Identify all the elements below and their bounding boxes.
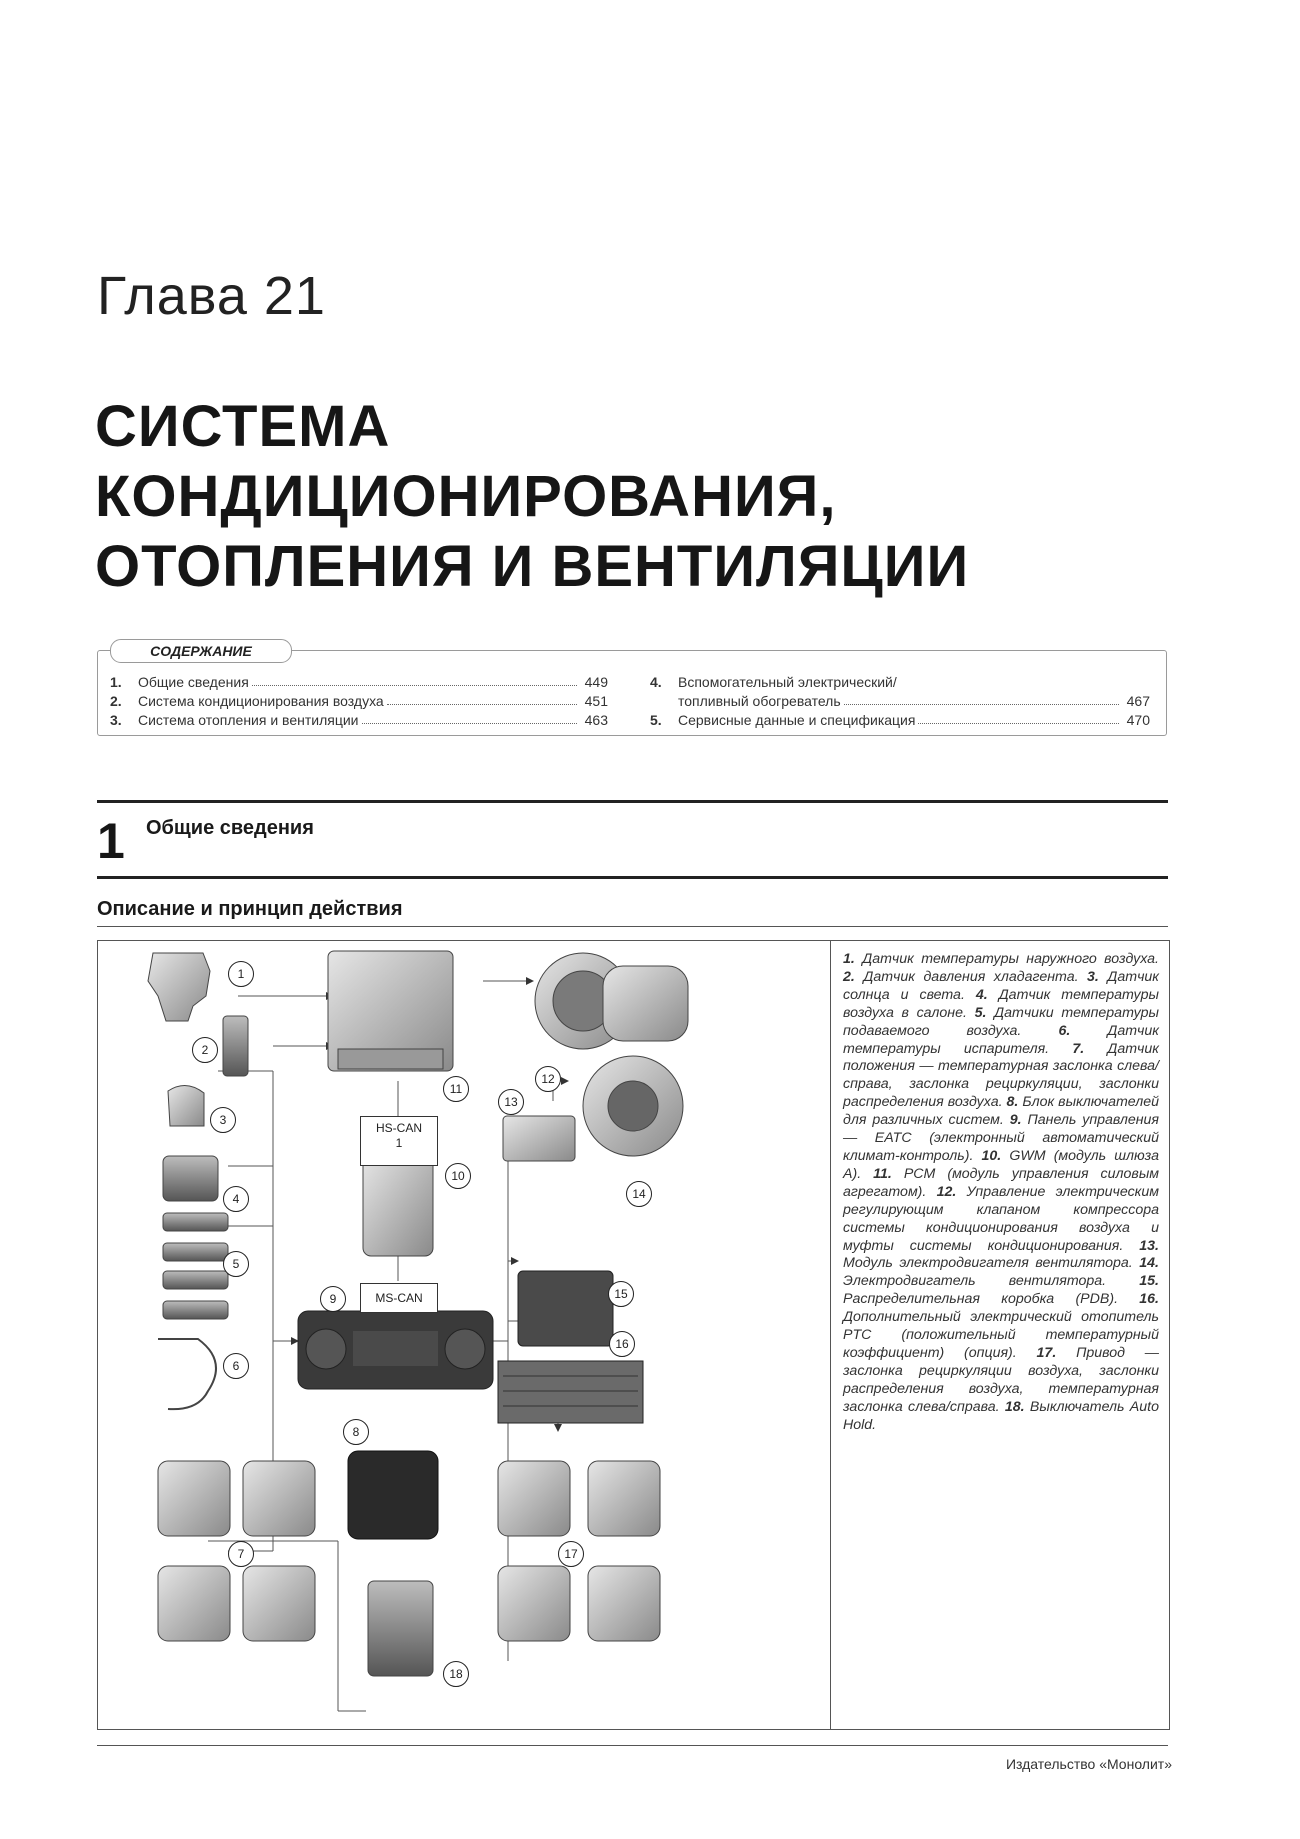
chapter-title xyxy=(95,392,969,602)
publisher-footer: Издательство «Монолит» xyxy=(1005,1756,1172,1772)
toc-label: СОДЕРЖАНИЕ xyxy=(110,639,292,663)
section-number: 1 xyxy=(97,813,125,869)
callout-7: 7 xyxy=(228,1541,254,1567)
toc-item[interactable]: 3. Система отопления и вентиляции 463 xyxy=(110,712,608,728)
callout-18: 18 xyxy=(443,1661,469,1687)
ms-can-label: MS-CAN xyxy=(360,1283,438,1313)
toc-item[interactable]: 4. Вспомогательный электрический/ xyxy=(650,674,897,690)
callout-10: 10 xyxy=(445,1163,471,1189)
title-line-1: СИСТЕМА xyxy=(95,394,391,459)
section-title: Общие сведения xyxy=(146,817,314,839)
callout-11: 11 xyxy=(443,1076,469,1102)
subsection-rule xyxy=(97,926,1168,927)
callout-3: 3 xyxy=(210,1107,236,1133)
title-line-3: ОТОПЛЕНИЯ И ВЕНТИЛЯЦИИ xyxy=(95,534,970,599)
section-rule-top xyxy=(97,800,1168,803)
figure-caption: 1. Датчик температуры наружного воздуха. 2. Датчик давления хладагента. 3. Датчик солнца и света. 4. Датчик температуры воздуха в салоне. 5. Датчики температуры подаваемого воздуха. 6. Датчик температуры испарителя. 7. Датчик положения — температурная заслонка слева/справа, заслонка рециркуляции, заслонки распределения воздуха. 8. Блок выключателей для различных систем. 9. Панель управления — EATC (электронный автоматический климат-контроль). 10. GWM (модуль шлюза A). 11. PCM (модуль управления силовым агрегатом). 12. Управление электрическим регулирующим клапаном компрессора системы кондиционирования воздуха и муфты системы кондиционирования. 13. Модуль электродвигателя вентилятора. 14. Электродвигатель вентилятора. 15. Распределительная коробка (PDB). 16. Дополнительный электрический отопитель PTC (положительный температурный коэффициент) (опция). 17. Привод — заслонка рециркуляции воздуха, заслонки распределения воздуха, температурная заслонка слева/справа. 18. Выключатель Auto Hold. xyxy=(843,951,1160,1433)
chapter-label: Глава 21 xyxy=(97,266,326,326)
toc-left-column xyxy=(110,671,608,728)
figure-box xyxy=(97,940,1170,1730)
footer-rule xyxy=(97,1745,1168,1746)
callout-5: 5 xyxy=(223,1251,249,1277)
toc-right-column xyxy=(650,671,1150,728)
callout-6: 6 xyxy=(223,1353,249,1379)
callout-14: 14 xyxy=(626,1181,652,1207)
callout-16: 16 xyxy=(609,1331,635,1357)
callout-15: 15 xyxy=(608,1281,634,1307)
callout-1: 1 xyxy=(228,961,254,987)
callout-2: 2 xyxy=(192,1037,218,1063)
callout-12: 12 xyxy=(535,1066,561,1092)
toc-item[interactable]: 2. Система кондиционирования воздуха 451 xyxy=(110,693,608,709)
component-diagram xyxy=(98,941,831,1729)
callout-4: 4 xyxy=(223,1186,249,1212)
subsection-title: Описание и принцип действия xyxy=(97,898,403,920)
callout-17: 17 xyxy=(558,1541,584,1567)
section-rule-bottom xyxy=(97,876,1168,879)
table-of-contents xyxy=(97,643,1167,736)
callout-9: 9 xyxy=(320,1286,346,1312)
hs-can-label: HS-CAN 1 xyxy=(360,1116,438,1166)
toc-item[interactable]: 1. Общие сведения 449 xyxy=(110,674,608,690)
callout-8: 8 xyxy=(343,1419,369,1445)
toc-item[interactable]: 5. Сервисные данные и спецификация 470 xyxy=(650,712,1150,728)
callout-13: 13 xyxy=(498,1089,524,1115)
toc-item[interactable]: топливный обогреватель 467 xyxy=(678,693,1150,709)
title-line-2: КОНДИЦИОНИРОВАНИЯ, xyxy=(95,464,837,529)
